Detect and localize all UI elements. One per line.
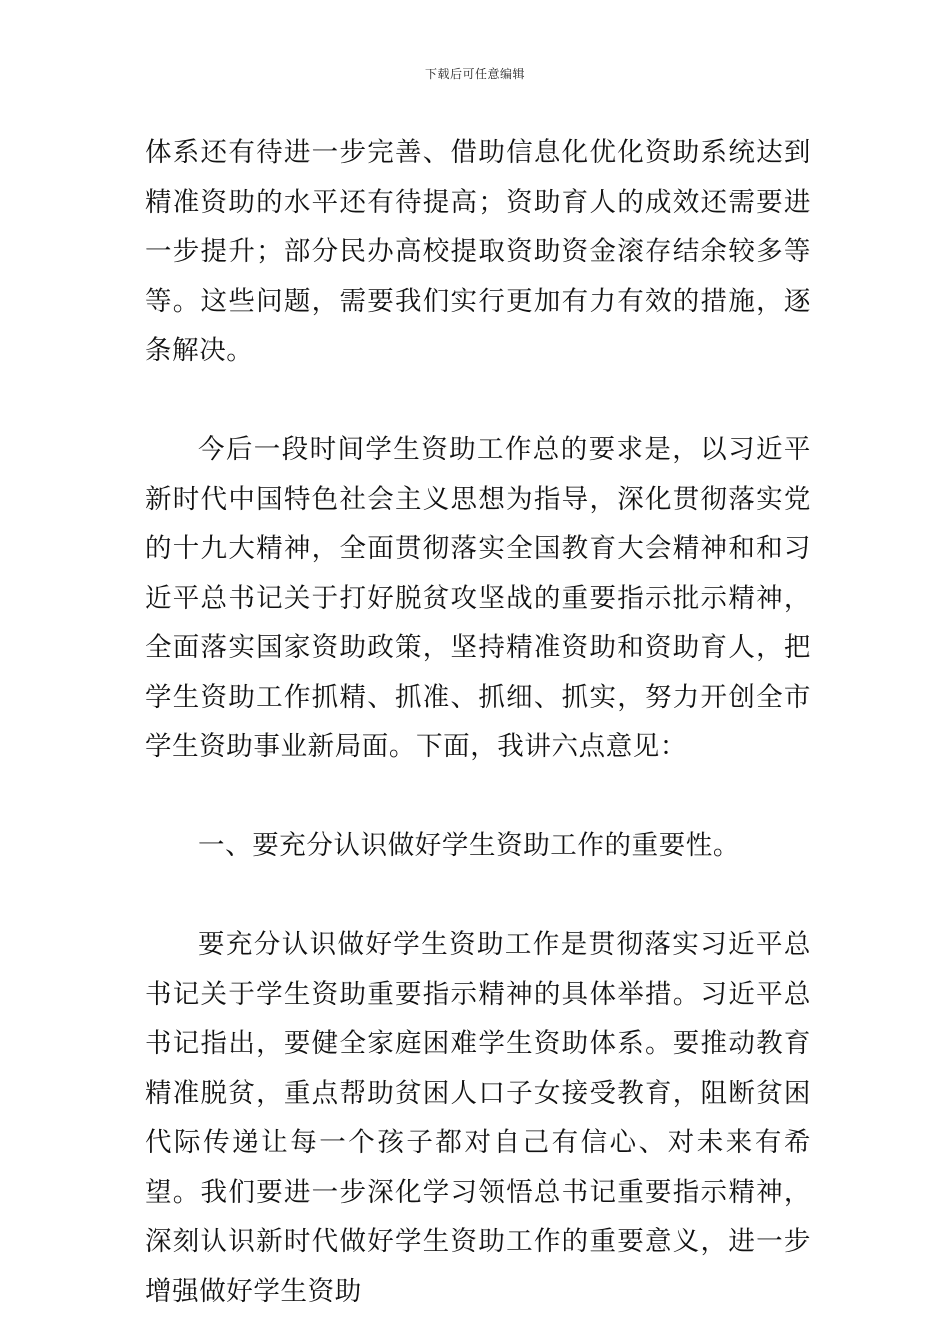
paragraph-requirements: 今后一段时间学生资助工作总的要求是，以习近平新时代中国特色社会主义思想为指导，深化贯彻落实党的十九大精神，全面贯彻落实全国教育大会精神和和习近平总书记关于打好脱贫攻坚战的重要指示批示精神，全面落实国家资助政策，坚持精准资助和资助育人，把学生资助工作抓精、抓准、抓细、抓实，努力开创全市学生资助事业新局面。下面，我讲六点意见： — [145, 434, 811, 762]
paragraph-gap — [145, 871, 811, 921]
section-heading: 一、要充分认识做好学生资助工作的重要性。 — [198, 830, 740, 861]
paragraph-gap — [145, 376, 811, 426]
paragraph-gap — [145, 772, 811, 822]
header-note: 下载后可任意编辑 — [424, 67, 525, 81]
paragraph-continuation: 体系还有待进一步完善、借助信息化优化资助系统达到精准资助的水平还有待提高；资助育人的成效还需要进一步提升；部分民办高校提取资助资金滚存结余较多等等。这些问题，需要我们实行更加有力有效的措施，逐条解决。 — [145, 137, 811, 366]
paragraph-importance: 要充分认识做好学生资助工作是贯彻落实习近平总书记关于学生资助重要指示精神的具体举措。习近平总书记指出，要健全家庭困难学生资助体系。要推动教育精准脱贫，重点帮助贫困人口子女接受教育，阻断贫困代际传递让每一个孩子都对自己有信心、对未来有希望。我们要进一步深化学习领悟总书记重要指示精神，深刻认识新时代做好学生资助工作的重要意义，进一步增强做好学生资助 — [145, 929, 811, 1307]
document-body — [145, 128, 811, 1316]
